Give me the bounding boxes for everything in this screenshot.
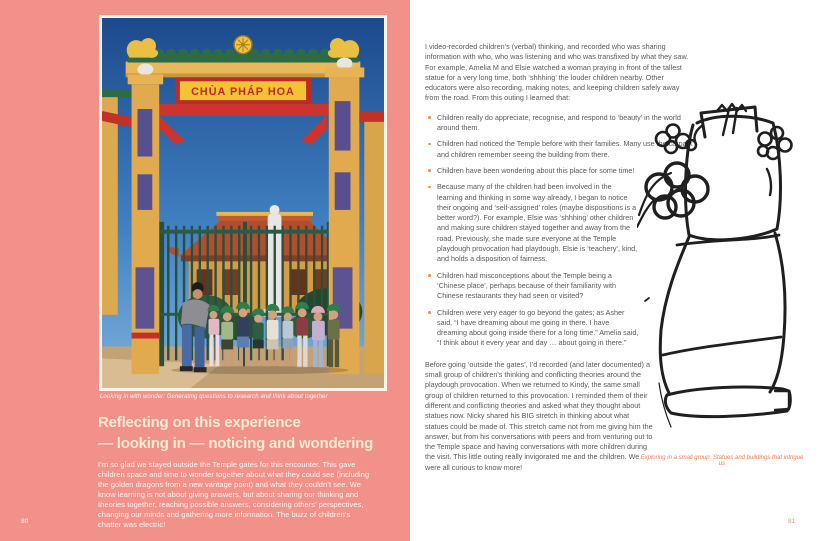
- closing-paragraph: Before going ‘outside the gates’, I’d recorded (and later documented) a small group of children’s thinking and conflicting theories around the playdough provocation. When we returned to Kindy, the same small group of children returned to this provocation. I reminded them of their different and conflicting theories and asked what they thought about statues now. Nicky shared his BIG stretch in thinking about what statues could be made of. This stretch came not from me giving him the answer, but from his conversations with peers and from venturing out to the Temple space and having conversations with more children during the visit. This little outing really invigorated me and the children. We were all curious to know more!: [425, 359, 653, 472]
- bullet-item: [425, 308, 639, 349]
- page-number-right: 81: [788, 518, 796, 525]
- bullet-text: Children had misconceptions about the Temple being a ‘Chinese place’, perhaps because of their familiarity with Chinese restaurants they had seen or visited?: [437, 270, 616, 301]
- bullet-dot: [428, 116, 431, 119]
- bullet-dot: [428, 311, 431, 314]
- child-drawing: [637, 95, 807, 467]
- bullet-text: Children really do appreciate, recognise, and respond to ‘beauty’ in the world around them.: [437, 112, 681, 133]
- temple-sign-text: CHÙA PHÁP HOA: [191, 86, 295, 99]
- temple-photo: [99, 15, 387, 391]
- bullet-dot: [428, 169, 431, 172]
- bullet-text: Children have been wondering about this place for some time!: [437, 165, 635, 175]
- left-pillar: [128, 64, 163, 375]
- intro-paragraph: I video-recorded children’s (verbal) thinking, and recorded who was sharing information with who, who was listening and who was transfixed by what they saw. For example, Amelia M and Elsie watched a woman praying in front of the tallest statue for a very long time, both ‘shhhing’ the louder children nearby. Other educators were also recording, making notes, and keeping children safely away from the road. From this outing I learned that:: [425, 42, 689, 103]
- bullet-item: [425, 271, 639, 302]
- page-number-left: 80: [21, 518, 29, 525]
- bullet-text: Children had noticed the Temple before with their families. Many use the carpark and children remember seeing the building from there.: [437, 139, 693, 159]
- bullet-dot: [428, 186, 431, 189]
- heading-line-1: Reflecting on this experience: [98, 414, 301, 431]
- bullet-dot: [428, 143, 431, 146]
- right-page: [410, 0, 820, 541]
- heading-line-2: — looking in — noticing and wondering: [98, 435, 374, 452]
- left-body-paragraph: I’m so glad we stayed outside the Temple gates for this encounter. This gave children space and time to wonder together about what they could see (including the golden dragons from a new vantage point) and what they couldn’t see. We know learning is not about giving answers, but about sharing our thinking and theories together, reaching possible answers, considering others’ perspectives, changing our minds and gathering more information. The buzz of children’s chatter was electric!: [98, 460, 370, 529]
- child-drawing-illustration: [637, 95, 807, 453]
- drawing-caption: Exploring in a small group: Statues and buildings that intrigue us: [640, 455, 804, 467]
- temple-photo-illustration: [102, 18, 384, 388]
- photo-caption: Looking in with wonder: Generating questions to research and think about together: [100, 394, 328, 400]
- bullet-item: [425, 166, 639, 176]
- bullet-text: Because many of the children had been involved in the learning and thinking in some way already, I began to notice their ongoing and ‘self-assigned’ roles (maybe dispositions is a better word?). For example, Elsie was ‘shhhing’ other children and making sure children stayed together and away from the road. Previously, she made sure everyone at the Temple playdough provocation had playdough. Elsie is ‘teachery’, kind, and holds a disposition of fairness.: [437, 182, 638, 264]
- bullet-item: [425, 182, 639, 264]
- bullet-dot: [428, 274, 431, 277]
- temple-sign: [175, 77, 311, 104]
- bullet-text: Children were very eager to go beyond the gates; as Asher said, “I have dreaming about me going in there. I have dreaming about going inside there for a long time.” Amelia said, “I think about it every year and day … about going in there.”: [437, 307, 639, 348]
- section-heading: [98, 412, 398, 454]
